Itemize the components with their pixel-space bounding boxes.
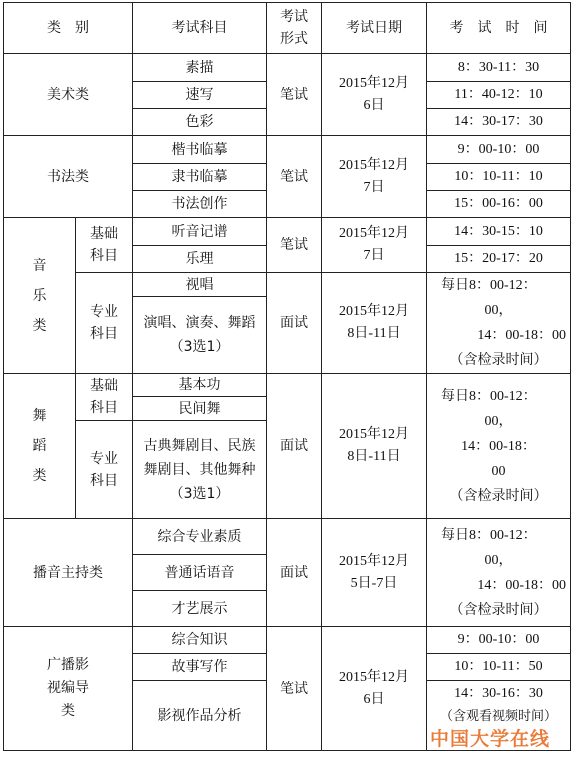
dance-form: 面试: [267, 374, 322, 519]
film-subject: 综合知识: [133, 627, 267, 654]
art-category: 美术类: [4, 54, 133, 136]
film-subject: 影视作品分析: [133, 681, 267, 751]
film-date: 2015年12月 6日: [322, 627, 427, 751]
film-time-cell: 14：30-16：30 （含观看视频时间）: [427, 681, 571, 751]
art-form: 笔试: [267, 54, 322, 136]
film-time: 9：00-10：00: [427, 627, 571, 654]
dance-major-label: 专业科目: [76, 421, 133, 519]
dance-subject: 基本功: [133, 374, 267, 397]
calligraphy-time: 10：10-11：10: [427, 164, 571, 191]
header-time: 考 试 时 间: [427, 3, 571, 54]
header-subject: 考试科目: [133, 3, 267, 54]
calligraphy-subject: 书法创作: [133, 191, 267, 218]
exam-schedule-table: [3, 2, 571, 751]
dance-time: 每日8：00-12： 00， 14：00-18： 00 （含检录时间）: [427, 374, 571, 519]
music-subject: 视唱: [133, 273, 267, 297]
art-subject: 色彩: [133, 109, 267, 136]
calligraphy-date: 2015年12月 7日: [322, 136, 427, 218]
broadcast-form: 面试: [267, 519, 322, 627]
music-major-label: 专业科目: [76, 273, 133, 374]
broadcast-time: 每日8：00-12： 00， 14：00-18：00 （含检录时间）: [427, 519, 571, 627]
music-basic-label: 基础科目: [76, 218, 133, 273]
calligraphy-subject: 隶书临摹: [133, 164, 267, 191]
dance-subject: 民间舞: [133, 397, 267, 421]
dance-basic-label: 基础科目: [76, 374, 133, 421]
music-major-date: 2015年12月 8日-11日: [322, 273, 427, 374]
music-major-subject: 演唱、演奏、舞蹈 （3选1）: [133, 297, 267, 374]
art-date: 2015年12月 6日: [322, 54, 427, 136]
calligraphy-form: 笔试: [267, 136, 322, 218]
music-subject: 听音记谱: [133, 218, 267, 246]
dance-major-subject: 古典舞剧目、民族舞剧目、其他舞种（3选1）: [133, 421, 267, 519]
music-major-time: 每日8：00-12： 00， 14：00-18：00 （含检录时间）: [427, 273, 571, 374]
art-time: 11：40-12：10: [427, 82, 571, 109]
broadcast-subject: 才艺展示: [133, 591, 267, 627]
film-subject: 故事写作: [133, 654, 267, 681]
film-category: 广播影视编导类: [4, 627, 133, 751]
watermark-logo: 中国大学在线: [430, 728, 551, 750]
film-time: 10：10-11：50: [427, 654, 571, 681]
art-subject: 素描: [133, 54, 267, 82]
dance-category: 舞蹈类: [4, 374, 76, 519]
calligraphy-time: 15：00-16：00: [427, 191, 571, 218]
music-time: 14：30-15：10: [427, 218, 571, 246]
film-form: 笔试: [267, 627, 322, 751]
music-time: 15：20-17：20: [427, 246, 571, 273]
art-time: 8：30-11：30: [427, 54, 571, 82]
broadcast-subject: 普通话语音: [133, 555, 267, 591]
art-time: 14：30-17：30: [427, 109, 571, 136]
music-basic-form: 笔试: [267, 218, 322, 273]
music-subject: 乐理: [133, 246, 267, 273]
broadcast-date: 2015年12月 5日-7日: [322, 519, 427, 627]
header-form: 考试形式: [267, 3, 322, 54]
broadcast-subject: 综合专业素质: [133, 519, 267, 555]
music-basic-date: 2015年12月 7日: [322, 218, 427, 273]
art-subject: 速写: [133, 82, 267, 109]
broadcast-category: 播音主持类: [4, 519, 133, 627]
header-row: [4, 3, 571, 54]
header-date: 考试日期: [322, 3, 427, 54]
calligraphy-time: 9：00-10：00: [427, 136, 571, 164]
dance-date: 2015年12月 8日-11日: [322, 374, 427, 519]
music-category: 音乐类: [4, 218, 76, 374]
header-category: 类 别: [4, 3, 133, 54]
calligraphy-subject: 楷书临摹: [133, 136, 267, 164]
music-major-form: 面试: [267, 273, 322, 374]
calligraphy-category: 书法类: [4, 136, 133, 218]
